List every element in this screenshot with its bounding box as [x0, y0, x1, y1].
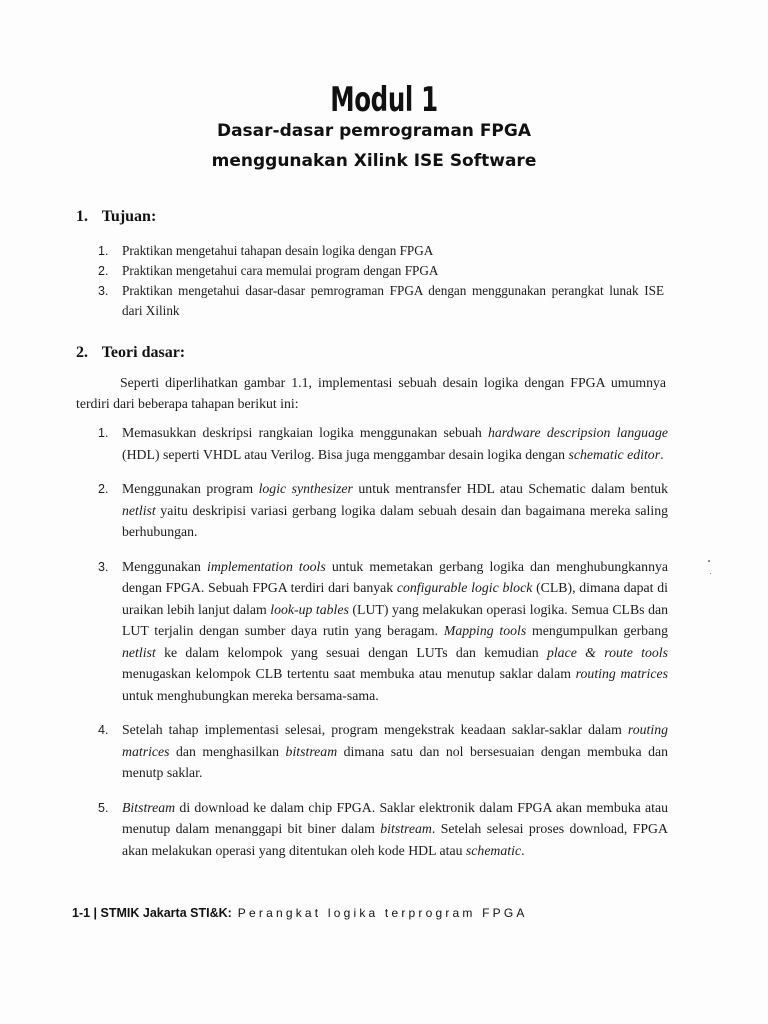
objectives-list	[98, 241, 664, 321]
step-term: bitstream	[380, 821, 432, 836]
step-item	[98, 478, 668, 543]
step-item	[98, 556, 668, 707]
step-term: bitstream	[285, 743, 338, 759]
step-text: (LUT) yang melakukan operasi logika. Semua CLBs dan LUT terjalin dengan sumber daya rutin yang beragam.	[122, 601, 668, 638]
step-text: untuk menghubungkan mereka bersama-sama.	[122, 687, 379, 703]
module-title: Modul 1	[330, 80, 438, 120]
step-term: place & route tools	[546, 644, 668, 660]
step-item	[98, 797, 668, 862]
section-number: 2.	[76, 344, 88, 361]
intro-paragraph: Seperti diperlihatkan gambar 1.1, implementasi sebuah desain logika dengan FPGA umumnya terdiri dari beberapa tahapan berikut ini:	[76, 375, 666, 411]
step-item	[98, 719, 668, 784]
step-number: 4.	[98, 723, 109, 737]
step-text: (HDL) seperti VHDL atau Verilog. Bisa juga menggambar desain logika dengan	[122, 446, 569, 462]
step-term: Bitstream	[122, 799, 176, 815]
footer-course-title: Perangkat logika terprogram FPGA	[237, 906, 528, 920]
steps-list	[98, 422, 668, 874]
step-term: hardware descripsion language	[487, 425, 668, 440]
step-text: dan menghasilkan	[169, 743, 286, 759]
item-number: 3.	[98, 284, 109, 298]
item-text: Praktikan mengetahui dasar-dasar pemrograman FPGA dengan menggunakan perangkat lunak ISE dari Xilink	[122, 283, 664, 318]
step-term: configurable logic block	[396, 580, 533, 595]
step-term: schematic editor	[568, 446, 661, 462]
section-heading-teori	[76, 342, 185, 364]
section-number: 1.	[76, 208, 88, 225]
section-title: Tujuan:	[101, 208, 157, 225]
page-footer	[72, 904, 528, 922]
item-text: Praktikan mengetahui tahapan desain logika dengan FPGA	[122, 243, 434, 258]
objective-item	[98, 261, 664, 281]
step-term: Mapping tools	[443, 623, 527, 638]
section-title: Teori dasar:	[101, 344, 186, 361]
step-text: Menggunakan program	[122, 481, 259, 496]
module-subtitle-line-1: Dasar-dasar pemrograman FPGA	[216, 121, 532, 141]
item-number: 1.	[98, 244, 109, 258]
step-term: schematic	[465, 842, 522, 858]
step-number: 5.	[98, 800, 109, 815]
step-text: menugaskan kelompok CLB tertentu saat membuka atau menutup saklar dalam	[122, 666, 576, 681]
step-text: .	[660, 446, 664, 462]
step-text: . Setelah selesai proses download, FPGA akan melakukan operasi yang ditentukan oleh kode HDL atau	[122, 821, 668, 858]
step-term: routing matrices	[575, 666, 668, 681]
step-text: ke dalam kelompok yang sesuai dengan LUTs dan kemudian	[155, 644, 547, 660]
objective-item	[98, 281, 664, 321]
step-text: (CLB), dimana dapat di uraikan lebih lanjut dalam	[122, 580, 668, 617]
step-text: Menggunakan	[122, 558, 208, 574]
step-text: Memasukkan deskripsi rangkaian logika menggunakan sebuah	[122, 425, 488, 440]
step-number: 1.	[98, 426, 109, 440]
footer-page-label: 1-1 | STMIK Jakarta STI&K:	[72, 906, 232, 920]
module-subtitle-line-2: menggunakan Xilink ISE Software	[211, 151, 537, 171]
step-term: look-up tables	[270, 601, 349, 617]
objective-item	[98, 241, 664, 261]
step-term: logic synthesizer	[258, 481, 353, 496]
scan-speck	[710, 573, 711, 574]
step-text: .	[521, 842, 525, 858]
step-number: 2.	[98, 482, 109, 496]
step-text: untuk mentransfer HDL atau Schematic dalam bentuk	[352, 481, 668, 496]
step-text: dimana satu dan nol bersesuaian dengan membuka dan menutp saklar.	[122, 743, 668, 780]
step-term: netlist	[122, 502, 156, 518]
item-text: Praktikan mengetahui cara memulai program dengan FPGA	[122, 263, 439, 278]
step-item	[98, 422, 668, 465]
step-term: netlist	[122, 644, 156, 660]
scan-speck	[708, 560, 710, 562]
section-heading-tujuan	[76, 206, 156, 228]
step-number: 3.	[98, 559, 109, 574]
step-text: Setelah tahap implementasi selesai, program mengekstrak keadaan saklar-saklar dalam	[122, 722, 628, 737]
step-text: untuk memetakan gerbang logika dan menghubungkannya dengan FPGA. Sebuah FPGA terdiri dari banyak	[122, 558, 668, 595]
step-text: yaitu deskripisi variasi gerbang logika dalam sebuah desain dan bagaimana mereka saling berhubungan.	[122, 502, 668, 539]
item-number: 2.	[98, 264, 109, 278]
step-term: implementation tools	[207, 558, 326, 574]
step-term: routing matrices	[122, 722, 668, 759]
step-text: di download ke dalam chip FPGA. Saklar elektronik dalam FPGA akan membuka atau menutup dalam menanggapi bit biner dalam	[122, 799, 668, 836]
step-text: mengumpulkan gerbang	[526, 623, 668, 638]
